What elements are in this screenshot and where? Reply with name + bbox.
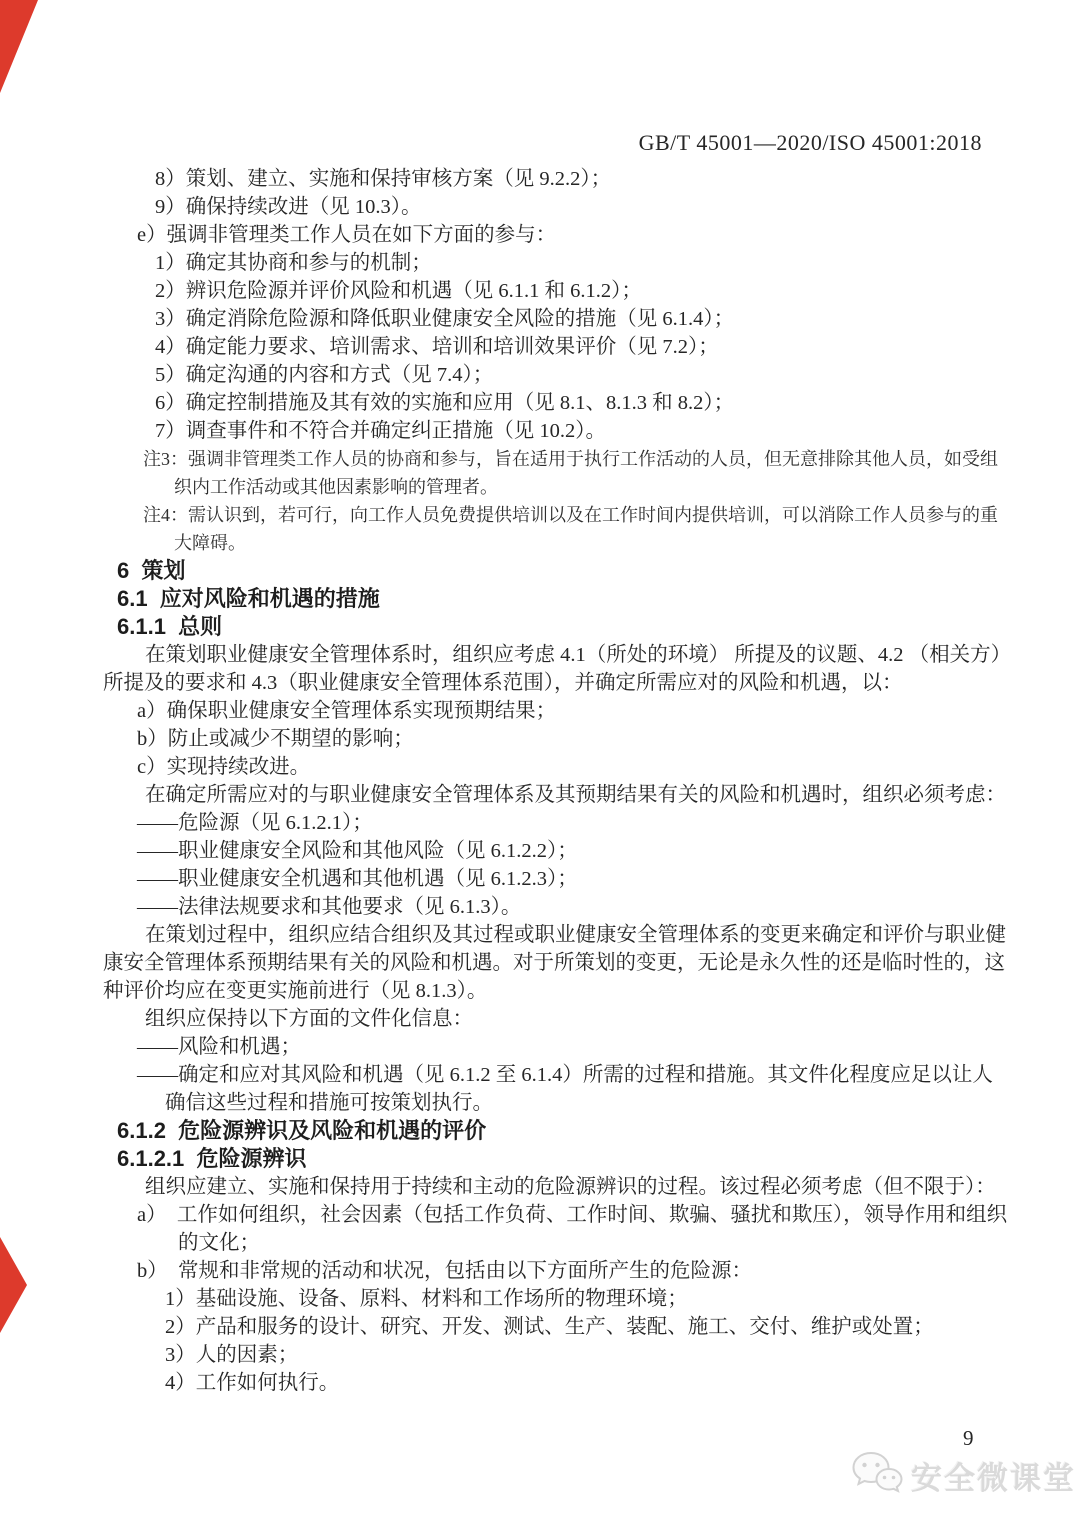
list-item: a）确保职业健康安全管理体系实现预期结果；: [137, 700, 557, 722]
brand-watermark-text: 安全微课堂: [911, 1461, 1076, 1496]
paragraph-line: 在策划职业健康安全管理体系时，组织应考虑 4.1（所处的环境） 所提及的议题、4.2 （相关方）: [145, 644, 1012, 666]
list-item: b） 常规和非常规的活动和状况，包括由以下方面所产生的危险源：: [137, 1260, 752, 1282]
list-item: 2）产品和服务的设计、研究、开发、测试、生产、装配、施工、交付、维护或处置；: [165, 1316, 934, 1338]
dash-list-item: ——确定和应对其风险和机遇（见 6.1.2 至 6.1.4）所需的过程和措施。其文件化程度应足以让人: [137, 1064, 993, 1086]
section-heading: 6.1.1 总则: [117, 614, 223, 639]
paragraph-line: 组织应建立、实施和保持用于持续和主动的危险源辨识的过程。该过程必须考虑（但不限于）：: [145, 1176, 996, 1198]
list-item: 7）调查事件和不符合并确定纠正措施（见 10.2）。: [155, 420, 606, 442]
section-heading: 6.1 应对风险和机遇的措施: [117, 586, 380, 611]
section-heading: 6.1.2 危险源辨识及风险和机遇的评价: [117, 1118, 487, 1143]
list-item: 6）确定控制措施及其有效的实施和应用（见 8.1、8.1.3 和 8.2）；: [155, 392, 735, 414]
paragraph-line: 康安全管理体系预期结果有关的风险和机遇。对于所策划的变更，无论是永久性的还是临时性的，这: [103, 952, 1005, 974]
list-item: 5）确定沟通的内容和方式（见 7.4）；: [155, 364, 494, 386]
list-item: 3）人的因素；: [165, 1344, 299, 1366]
note-line: 注4：需认识到，若可行，向工作人员免费提供培训以及在工作时间内提供培训，可以消除工作人员参与的重: [143, 505, 998, 525]
note-line: 注3：强调非管理类工作人员的协商和参与，旨在适用于执行工作活动的人员，但无意排除其他人员，如受组: [143, 449, 998, 469]
list-item: 2）辨识危险源并评价风险和机遇（见 6.1.1 和 6.1.2）；: [155, 280, 642, 302]
list-item: 4）工作如何执行。: [165, 1372, 340, 1394]
list-item: 1）基础设施、设备、原料、材料和工作场所的物理环境；: [165, 1288, 688, 1310]
note-line: 大障碍。: [174, 533, 246, 553]
brand-watermark: [850, 1448, 1076, 1503]
paragraph-line: 的文化；: [178, 1232, 260, 1254]
list-item: 8）策划、建立、实施和保持审核方案（见 9.2.2）；: [155, 168, 612, 190]
dash-list-item: ——危险源（见 6.1.2.1）；: [137, 812, 373, 834]
standard-code-header: GB/T 45001—2020/ISO 45001:2018: [638, 130, 982, 155]
paragraph-line: 确信这些过程和措施可按策划执行。: [165, 1092, 493, 1114]
section-heading: 6.1.2.1 危险源辨识: [117, 1146, 307, 1171]
list-item: a） 工作如何组织，社会因素（包括工作负荷、工作时间、欺骗、骚扰和欺压），领导作用和组织: [137, 1204, 1008, 1226]
list-item: b）防止或减少不期望的影响；: [137, 728, 414, 750]
dash-list-item: ——风险和机遇；: [137, 1036, 301, 1058]
document-body: [0, 165, 1080, 1397]
list-item: 9）确保持续改进（见 10.3）。: [155, 196, 422, 218]
list-item: 3）确定消除危险源和降低职业健康安全风险的措施（见 6.1.4）；: [155, 308, 735, 330]
paragraph-line: 在确定所需应对的与职业健康安全管理体系及其预期结果有关的风险和机遇时，组织必须考虑：: [145, 784, 1006, 806]
list-item: 4）确定能力要求、培训需求、培训和培训效果评价（见 7.2）；: [155, 336, 719, 358]
paragraph-line: 种评价均应在变更实施前进行（见 8.1.3）。: [103, 980, 488, 1002]
paragraph-line: 在策划过程中，组织应结合组织及其过程或职业健康安全管理体系的变更来确定和评价与职业健: [145, 924, 1006, 946]
page-number: 9: [963, 1426, 974, 1450]
section-heading: 6 策划: [117, 558, 186, 583]
note-line: 织内工作活动或其他因素影响的管理者。: [174, 477, 498, 497]
dash-list-item: ——职业健康安全风险和其他风险（见 6.1.2.2）；: [137, 840, 578, 862]
paragraph-line: 组织应保持以下方面的文件化信息：: [145, 1008, 473, 1030]
list-item: e）强调非管理类工作人员在如下方面的参与：: [137, 224, 557, 246]
dash-list-item: ——职业健康安全机遇和其他机遇（见 6.1.2.3）；: [137, 868, 578, 890]
list-item: 1）确定其协商和参与的机制；: [155, 252, 432, 274]
dash-list-item: ——法律法规要求和其他要求（见 6.1.3）。: [137, 896, 522, 918]
wechat-icon: [850, 1448, 904, 1503]
list-item: c）实现持续改进。: [137, 756, 311, 778]
paragraph-line: 所提及的要求和 4.3（职业健康安全管理体系范围），并确定所需应对的风险和机遇，以：: [103, 672, 903, 694]
red-corner-decoration-top: [0, 0, 38, 93]
